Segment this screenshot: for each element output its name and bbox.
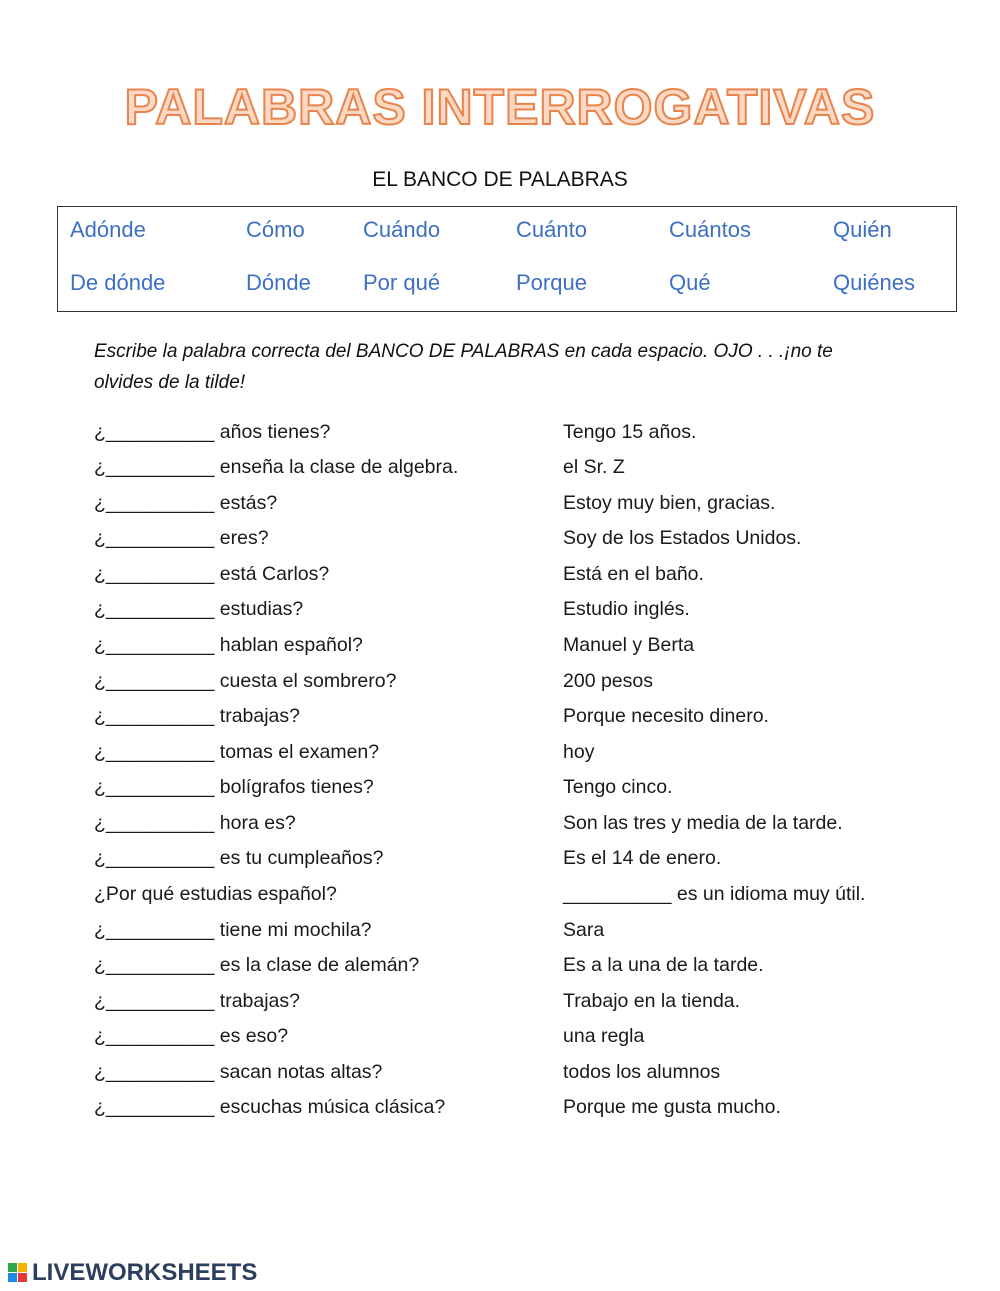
question-row xyxy=(94,492,954,524)
instructions: Escribe la palabra correcta del BANCO DE PALABRAS en cada espacio. OJO . . .¡no te olvides de la tilde! xyxy=(94,341,833,393)
question-row xyxy=(94,1096,954,1128)
question-row xyxy=(94,990,954,1022)
question-text[interactable]: ¿__________ cuesta el sombrero? xyxy=(94,670,397,692)
question-text[interactable]: ¿__________ tomas el examen? xyxy=(94,741,380,763)
answer-text: Es a la una de la tarde. xyxy=(563,954,764,976)
footer-logo[interactable] xyxy=(8,1259,257,1287)
bank-word: Cuándo xyxy=(363,217,441,242)
question-text[interactable]: ¿__________ está Carlos? xyxy=(94,563,330,585)
question-row xyxy=(94,741,954,773)
bank-word: De dónde xyxy=(70,270,166,295)
question-row xyxy=(94,776,954,808)
answer-text: Soy de los Estados Unidos. xyxy=(563,527,802,549)
answer-text: Está en el baño. xyxy=(563,563,704,585)
bank-word: Adónde xyxy=(70,217,146,242)
worksheet-title: PALABRAS INTERROGATIVAS xyxy=(124,79,876,135)
question-text[interactable]: ¿__________ trabajas? xyxy=(94,990,300,1012)
question-text[interactable]: ¿__________ estás? xyxy=(94,492,278,514)
answer-text: Estoy muy bien, gracias. xyxy=(563,492,776,514)
question-text[interactable]: ¿__________ trabajas? xyxy=(94,705,300,727)
answer-text: todos los alumnos xyxy=(563,1061,721,1083)
answer-text: el Sr. Z xyxy=(563,456,625,478)
question-text[interactable]: ¿__________ es eso? xyxy=(94,1025,289,1047)
bank-word: Porque xyxy=(516,270,587,295)
question-row xyxy=(94,812,954,844)
answer-text: Porque necesito dinero. xyxy=(563,705,769,727)
answer-text: Tengo 15 años. xyxy=(563,421,697,443)
question-text[interactable]: ¿__________ bolígrafos tienes? xyxy=(94,776,374,798)
bank-word: Qué xyxy=(669,270,711,295)
question-row xyxy=(94,670,954,702)
question-text[interactable]: ¿__________ estudias? xyxy=(94,598,304,620)
question-row xyxy=(94,883,954,915)
question-row xyxy=(94,421,954,453)
word-bank xyxy=(57,206,957,312)
bank-word: Cómo xyxy=(246,217,305,242)
answer-text: Estudio inglés. xyxy=(563,598,690,620)
question-row xyxy=(94,598,954,630)
question-text[interactable]: ¿__________ es la clase de alemán? xyxy=(94,954,420,976)
answer-text: una regla xyxy=(563,1025,645,1047)
question-row xyxy=(94,527,954,559)
bank-word: Por qué xyxy=(363,270,441,295)
question-text[interactable]: ¿__________ eres? xyxy=(94,527,269,549)
answer-text[interactable]: __________ es un idioma muy útil. xyxy=(563,883,866,905)
answer-text: Porque me gusta mucho. xyxy=(563,1096,781,1118)
answer-text: hoy xyxy=(563,741,595,763)
question-row xyxy=(94,1025,954,1057)
question-row xyxy=(94,847,954,879)
answer-text: Sara xyxy=(563,919,605,941)
question-text[interactable]: ¿__________ escuchas música clásica? xyxy=(94,1096,446,1118)
logo-square xyxy=(8,1263,17,1272)
question-text: ¿Por qué estudias español? xyxy=(94,883,337,905)
question-text[interactable]: ¿__________ hablan español? xyxy=(94,634,363,656)
bank-word: Cuántos xyxy=(669,217,751,242)
answer-text: Manuel y Berta xyxy=(563,634,695,656)
bank-word: Cuánto xyxy=(516,217,587,242)
answer-text: 200 pesos xyxy=(563,670,653,692)
answer-text: Es el 14 de enero. xyxy=(563,847,722,869)
question-row xyxy=(94,705,954,737)
question-row xyxy=(94,456,954,488)
answer-text: Tengo cinco. xyxy=(563,776,673,798)
brand-name: LIVEWORKSHEETS xyxy=(32,1259,258,1286)
question-row xyxy=(94,634,954,666)
question-text[interactable]: ¿__________ años tienes? xyxy=(94,421,331,443)
word-bank-caption: EL BANCO DE PALABRAS xyxy=(372,168,628,191)
question-row xyxy=(94,563,954,595)
liveworksheets-icon xyxy=(8,1263,28,1283)
logo-square xyxy=(18,1263,27,1272)
answer-text: Trabajo en la tienda. xyxy=(563,990,741,1012)
bank-word: Quién xyxy=(833,217,892,242)
question-text[interactable]: ¿__________ enseña la clase de algebra. xyxy=(94,456,459,478)
question-row xyxy=(94,1061,954,1093)
logo-square xyxy=(18,1273,27,1282)
answer-text: Son las tres y media de la tarde. xyxy=(563,812,843,834)
question-text[interactable]: ¿__________ es tu cumpleaños? xyxy=(94,847,384,869)
question-row xyxy=(94,954,954,986)
question-text[interactable]: ¿__________ sacan notas altas? xyxy=(94,1061,383,1083)
question-text[interactable]: ¿__________ tiene mi mochila? xyxy=(94,919,372,941)
bank-word: Dónde xyxy=(246,270,311,295)
logo-square xyxy=(8,1273,17,1282)
question-row xyxy=(94,919,954,951)
question-text[interactable]: ¿__________ hora es? xyxy=(94,812,296,834)
bank-word: Quiénes xyxy=(833,270,915,295)
